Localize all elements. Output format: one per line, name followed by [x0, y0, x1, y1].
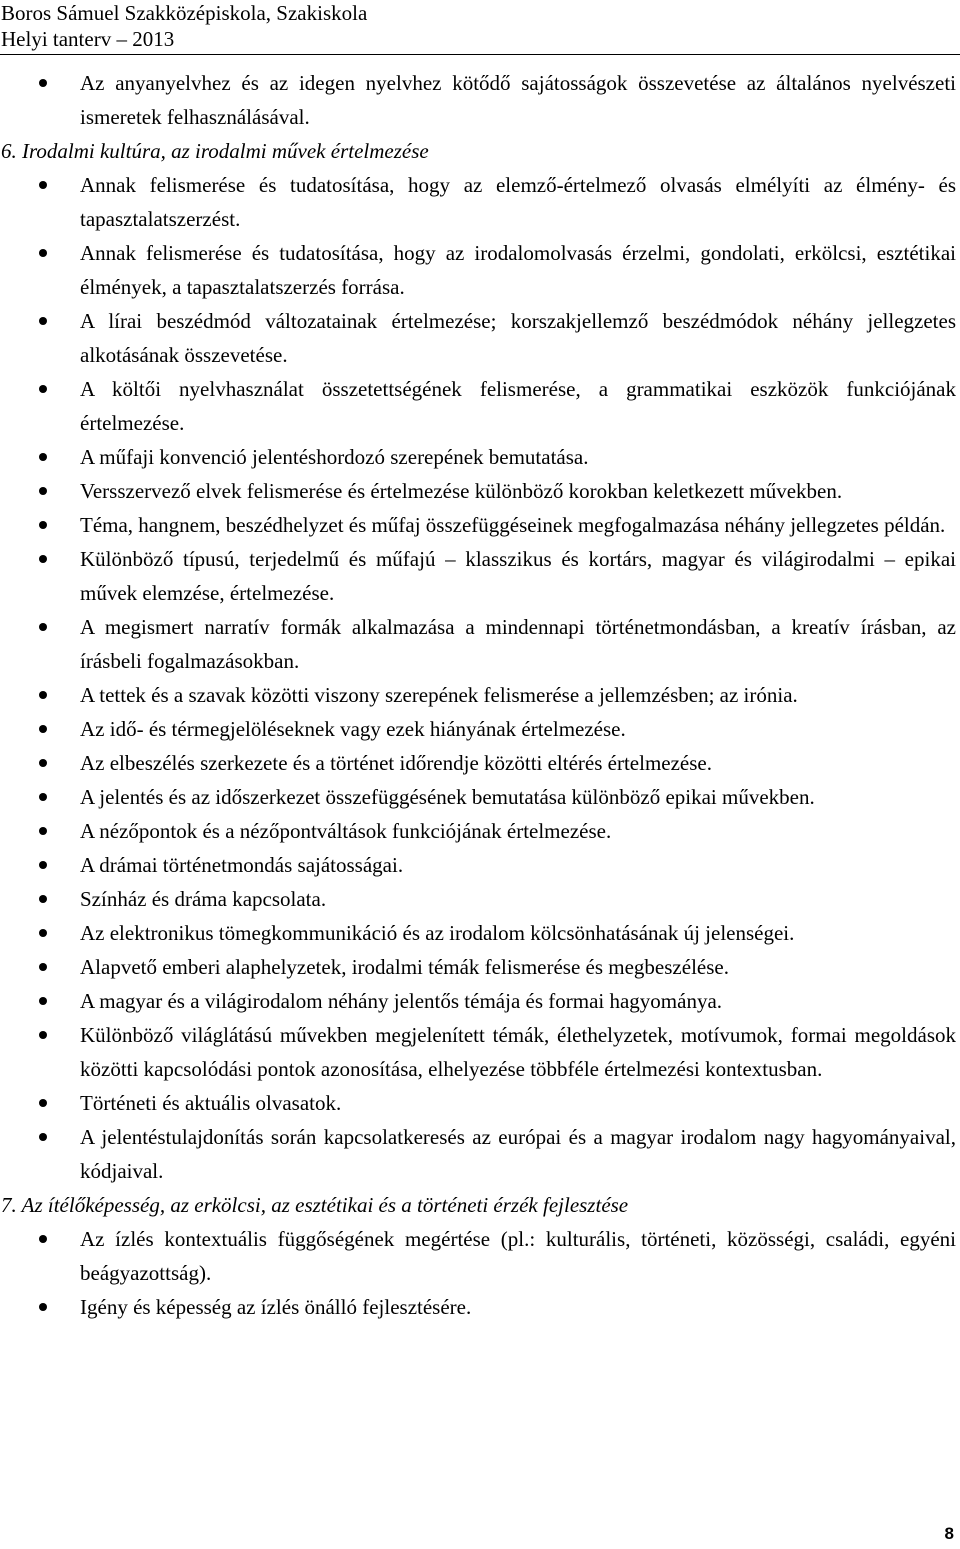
- list-item: [0, 474, 960, 508]
- bullet-icon: [39, 1031, 47, 1039]
- list-item: [0, 542, 960, 610]
- section-6-list: [0, 168, 960, 1188]
- list-item-text: Történeti és aktuális olvasatok.: [80, 1091, 342, 1115]
- list-item: [0, 168, 960, 236]
- school-name: Boros Sámuel Szakközépiskola, Szakiskola: [1, 1, 368, 25]
- list-item: [0, 746, 960, 780]
- list-item-text: A műfaji konvenció jelentéshordozó szerepének bemutatása.: [80, 445, 589, 469]
- intro-list: [0, 66, 960, 134]
- bullet-icon: [39, 181, 47, 189]
- list-item-text: A jelentéstulajdonítás során kapcsolatkeresés az európai és a magyar irodalom nagy hagyományaival, kódjaival.: [80, 1125, 956, 1183]
- bullet-icon: [39, 1099, 47, 1107]
- list-item-text: Versszervező elvek felismerése és értelmezése különböző korokban keletkezett művekben.: [80, 479, 843, 503]
- document-body: [0, 66, 960, 1324]
- bullet-icon: [39, 1303, 47, 1311]
- bullet-icon: [39, 691, 47, 699]
- list-item: [0, 984, 960, 1018]
- list-item-text: Az idő- és térmegjelöléseknek vagy ezek hiányának értelmezése.: [80, 717, 626, 741]
- list-item-text: Annak felismerése és tudatosítása, hogy az irodalomolvasás érzelmi, gondolati, erkölcsi, esztétikai élmények, a tapasztalatszerzés forrása.: [80, 241, 956, 299]
- list-item: [0, 916, 960, 950]
- list-item-text: A magyar és a világirodalom néhány jelentős témája és formai hagyománya.: [80, 989, 723, 1013]
- list-item: [0, 304, 960, 372]
- bullet-icon: [39, 861, 47, 869]
- list-item-text: Igény és képesség az ízlés önálló fejlesztésére.: [80, 1295, 472, 1319]
- list-item: [0, 712, 960, 746]
- bullet-icon: [39, 1235, 47, 1243]
- bullet-icon: [39, 895, 47, 903]
- bullet-icon: [39, 623, 47, 631]
- page-header: [0, 0, 960, 52]
- bullet-icon: [39, 249, 47, 257]
- list-item: [0, 814, 960, 848]
- list-item-text: Az anyanyelvhez és az idegen nyelvhez kötődő sajátosságok összevetése az általános nyelvészeti ismeretek felhasználásával.: [80, 71, 956, 129]
- bullet-icon: [39, 555, 47, 563]
- list-item-text: Különböző világlátású művekben megjelenített témák, élethelyzetek, motívumok, formai megoldások közötti kapcsolódási pontok azonosítása, elhelyezése többféle értelmezési kontextusban.: [80, 1023, 956, 1081]
- list-item: [0, 1120, 960, 1188]
- list-item-text: Színház és dráma kapcsolata.: [80, 887, 327, 911]
- bullet-icon: [39, 963, 47, 971]
- list-item-text: Különböző típusú, terjedelmű és műfajú – klasszikus és kortárs, magyar és világirodalmi – epikai művek elemzése, értelmezése.: [80, 547, 956, 605]
- list-item: [0, 372, 960, 440]
- list-item: [0, 1086, 960, 1120]
- header-divider: [0, 54, 960, 55]
- list-item: [0, 610, 960, 678]
- list-item: [0, 1290, 960, 1324]
- section-7-title: 7. Az ítélőképesség, az erkölcsi, az esztétikai és a történeti érzék fejlesztése: [1, 1193, 629, 1217]
- bullet-icon: [39, 725, 47, 733]
- list-item-text: Az elektronikus tömegkommunikáció és az irodalom kölcsönhatásának új jelenségei.: [80, 921, 795, 945]
- list-item-text: Annak felismerése és tudatosítása, hogy az elemző-értelmező olvasás elmélyíti az élmény- és tapasztalatszerzést.: [80, 173, 956, 231]
- list-item-text: A drámai történetmondás sajátosságai.: [80, 853, 404, 877]
- bullet-icon: [39, 385, 47, 393]
- curriculum-title: Helyi tanterv – 2013: [1, 27, 175, 51]
- list-item-text: A költői nyelvhasználat összetettségének felismerése, a grammatikai eszközök funkciójának értelmezése.: [80, 377, 956, 435]
- list-item-text: A jelentés és az időszerkezet összefüggésének bemutatása különböző epikai művekben.: [80, 785, 815, 809]
- list-item-text: A tettek és a szavak közötti viszony szerepének felismerése a jellemzésben; az irónia.: [80, 683, 798, 707]
- list-item: [0, 848, 960, 882]
- list-item-text: Az elbeszélés szerkezete és a történet időrendje közötti eltérés értelmezése.: [80, 751, 712, 775]
- bullet-icon: [39, 1133, 47, 1141]
- section-7-list: [0, 1222, 960, 1324]
- bullet-icon: [39, 793, 47, 801]
- bullet-icon: [39, 487, 47, 495]
- list-item: [0, 780, 960, 814]
- list-item-text: A megismert narratív formák alkalmazása a mindennapi történetmondásban, a kreatív írásban, az írásbeli fogalmazásokban.: [80, 615, 956, 673]
- list-item: [0, 440, 960, 474]
- bullet-icon: [39, 79, 47, 87]
- bullet-icon: [39, 759, 47, 767]
- list-item-text: Téma, hangnem, beszédhelyzet és műfaj összefüggéseinek megfogalmazása néhány jellegzetes példán.: [80, 513, 946, 537]
- list-item-text: Az ízlés kontextuális függőségének megértése (pl.: kulturális, történeti, közösségi, családi, egyéni beágyazottság).: [80, 1227, 956, 1285]
- list-item: [0, 508, 960, 542]
- list-item-text: Alapvető emberi alaphelyzetek, irodalmi témák felismerése és megbeszélése.: [80, 955, 729, 979]
- page-number: 8: [944, 1524, 954, 1543]
- bullet-icon: [39, 521, 47, 529]
- list-item: [0, 950, 960, 984]
- bullet-icon: [39, 997, 47, 1005]
- list-item: [0, 678, 960, 712]
- bullet-icon: [39, 929, 47, 937]
- list-item: [0, 236, 960, 304]
- list-item: [0, 882, 960, 916]
- section-6-title: 6. Irodalmi kultúra, az irodalmi művek értelmezése: [1, 139, 429, 163]
- list-item: [0, 1222, 960, 1290]
- list-item: [0, 66, 960, 134]
- bullet-icon: [39, 827, 47, 835]
- bullet-icon: [39, 317, 47, 325]
- bullet-icon: [39, 453, 47, 461]
- list-item-text: A nézőpontok és a nézőpontváltások funkciójának értelmezése.: [80, 819, 612, 843]
- list-item-text: A lírai beszédmód változatainak értelmezése; korszakjellemző beszédmódok néhány jellegzetes alkotásának összevetése.: [80, 309, 956, 367]
- list-item: [0, 1018, 960, 1086]
